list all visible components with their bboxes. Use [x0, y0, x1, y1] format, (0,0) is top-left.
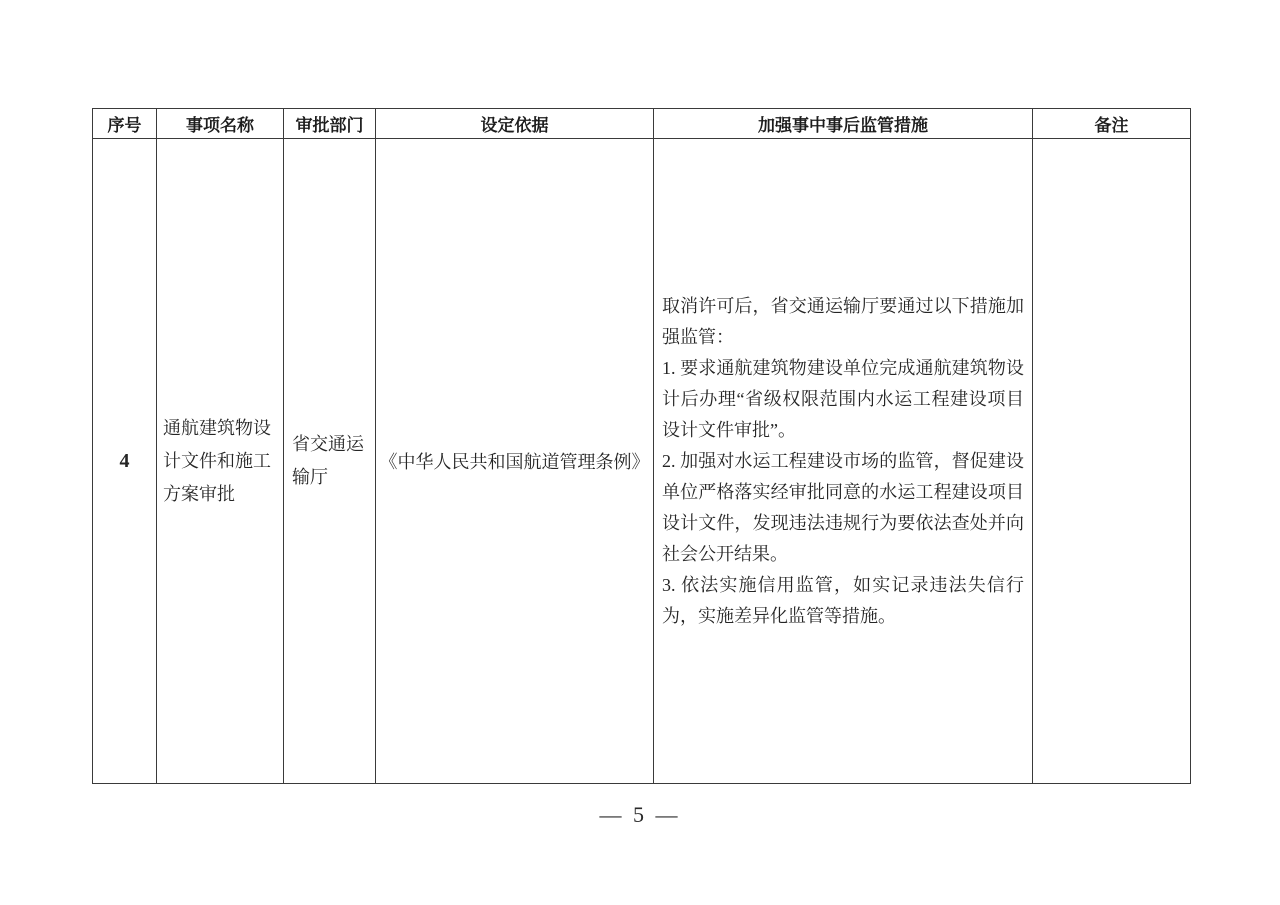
row-index-cell: 4 — [93, 139, 157, 784]
regulation-table — [92, 108, 1191, 784]
item-name-cell: 通航建筑物设计文件和施工方案审批 — [157, 139, 284, 784]
basis-cell: 《中华人民共和国航道管理条例》 — [376, 139, 654, 784]
measures-intro: 取消许可后，省交通运输厅要通过以下措施加强监管： — [662, 295, 1024, 347]
remark-cell — [1033, 139, 1191, 784]
measure-item-1: 1. 要求通航建筑物建设单位完成通航建筑物设计后办理“省级权限范围内水运工程建设项目设计文件审批”。 — [662, 357, 1024, 440]
header-remark: 备注 — [1033, 109, 1191, 139]
measure-item-3: 3. 依法实施信用监管，如实记录违法失信行为，实施差异化监管等措施。 — [662, 574, 1024, 626]
header-index: 序号 — [93, 109, 157, 139]
department-cell: 省交通运输厅 — [284, 139, 376, 784]
header-item-name: 事项名称 — [157, 109, 284, 139]
page-number: — 5 — — [599, 802, 681, 827]
header-basis: 设定依据 — [376, 109, 654, 139]
measures-cell — [654, 139, 1033, 784]
table-header-row — [93, 109, 1191, 139]
header-department: 审批部门 — [284, 109, 376, 139]
header-measures: 加强事中事后监管措施 — [654, 109, 1033, 139]
measure-item-2: 2. 加强对水运工程建设市场的监管，督促建设单位严格落实经审批同意的水运工程建设项目设计文件，发现违法违规行为要依法查处并向社会公开结果。 — [662, 450, 1024, 564]
table-row — [93, 139, 1191, 784]
